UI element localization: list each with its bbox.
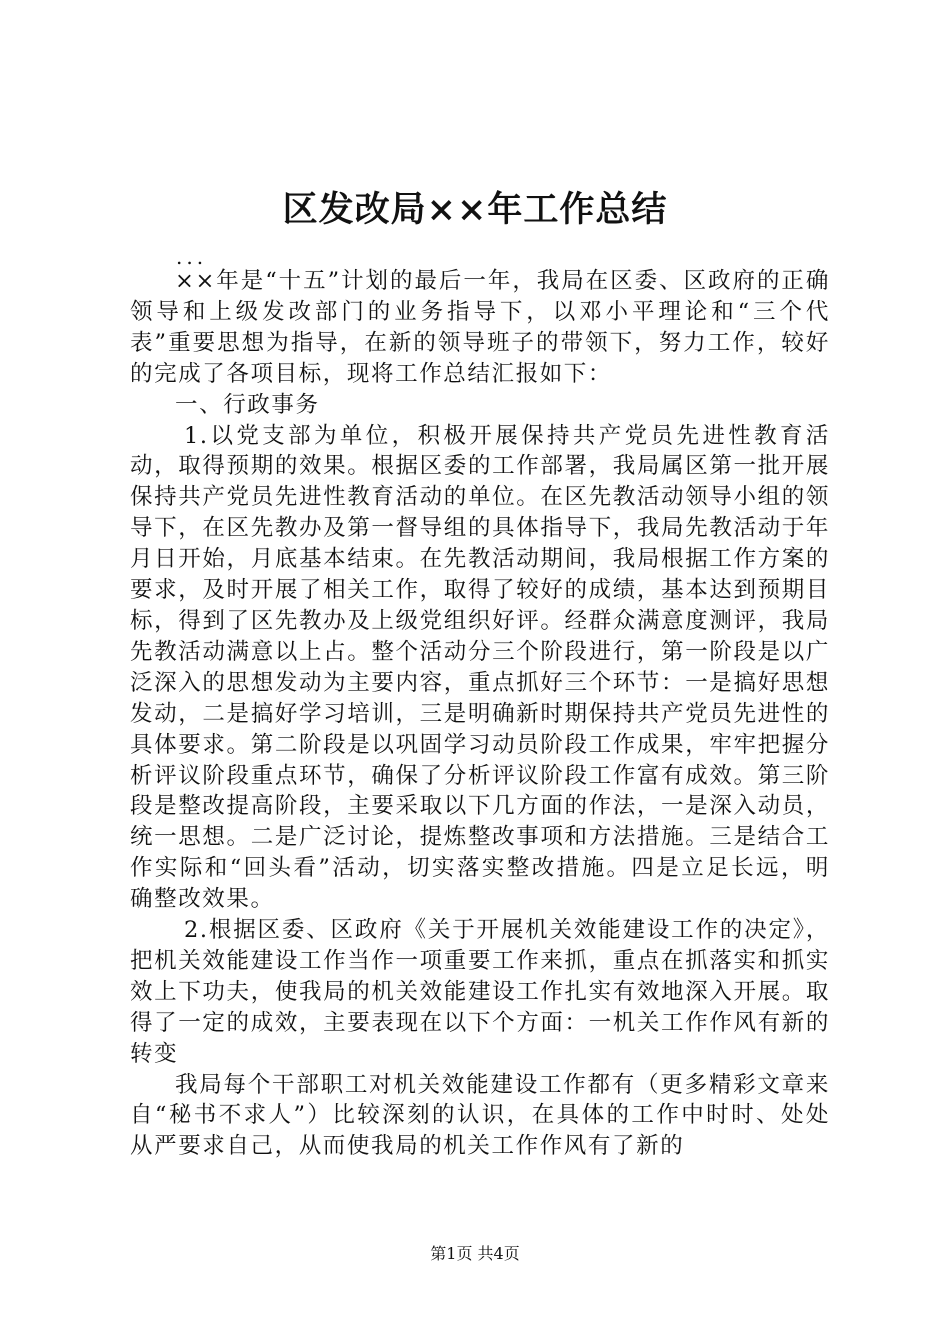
document-title: 区发改局××年工作总结 — [282, 189, 668, 230]
paragraph-item-2: 2.根据区委、区政府《关于开展机关效能建设工作的决定》，把机关效能建设工作当作一项重要工作来抓，重点在抓落实和抓实效上下功夫，使我局的机关效能建设工作扎实有效地深入开展。取得了一定的成效，主要表现在以下个方面：一机关工作作风有新的转变 — [130, 917, 830, 1067]
ellipsis-mark: ... — [176, 245, 208, 269]
section-heading-administrative: 一、行政事务 — [175, 391, 320, 418]
paragraph-intro: ××年是“十五”计划的最后一年，我局在区委、区政府的正确领导和上级发改部门的业务指导下，以邓小平理论和“三个代表”重要思想为指导，在新的领导班子的带领下，努力工作，较好的完成了各项目标，现将工作总结汇报如下： — [130, 268, 830, 387]
paragraph-continuation: 我局每个干部职工对机关效能建设工作都有（更多精彩文章来自“秘书不求人”）比较深刻的认识，在具体的工作中时时、处处从严要求自己，从而使我局的机关工作作风有了新的 — [130, 1071, 830, 1160]
document-body — [130, 266, 830, 1162]
paragraph-item-1: 1.以党支部为单位，积极开展保持共产党员先进性教育活动，取得预期的效果。根据区委的工作部署，我局属区第一批开展保持共产党员先进性教育活动的单位。在区先教活动领导小组的领导下，在区先教办及第一督导组的具体指导下，我局先教活动于年月日开始，月底基本结束。在先教活动期间，我局根据工作方案的要求，及时开展了相关工作，取得了较好的成绩，基本达到预期目标，得到了区先教办及上级党组织好评。经群众满意度测评，我局先教活动满意以上占。整个活动分三个阶段进行，第一阶段是以广泛深入的思想发动为主要内容，重点抓好三个环节：一是搞好思想发动，二是搞好学习培训，三是明确新时期保持共产党员先进性的具体要求。第二阶段是以巩固学习动员阶段工作成果，牢牢把握分析评议阶段重点环节，确保了分析评议阶段工作富有成效。第三阶段是整改提高阶段，主要采取以下几方面的作法，一是深入动员，统一思想。二是广泛讨论，提炼整改事项和方法措施。三是结合工作实际和“回头看”活动，切实落实整改措施。四是立足长远，明确整改效果。 — [130, 422, 830, 913]
page-footer: 第1页 共4页 — [430, 1244, 520, 1263]
